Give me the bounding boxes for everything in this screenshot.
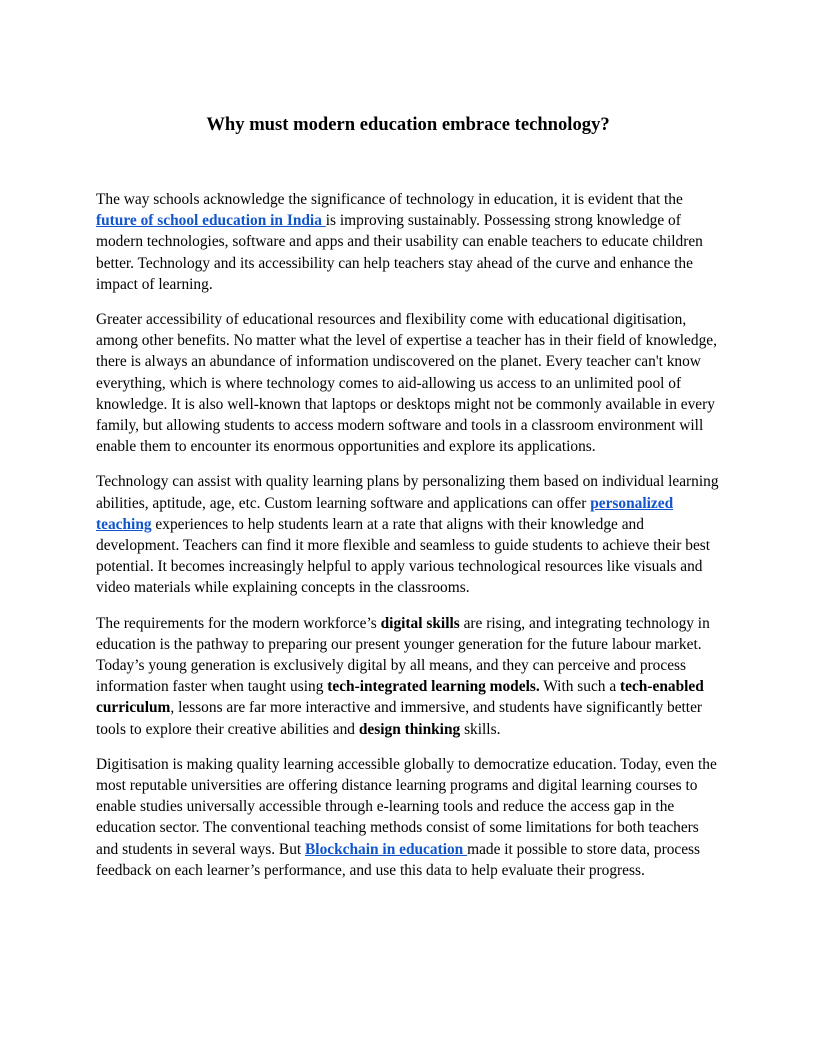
paragraph-3	[96, 471, 720, 598]
paragraph-4-text-4: , lessons are far more interactive and immersive, and students have significantly better tools to explore their creative abilities and	[96, 699, 703, 738]
link-blockchain-in-education[interactable]: Blockchain in education	[305, 840, 468, 858]
bold-tech-enabled-curriculum: tech-enabled curriculum	[96, 678, 704, 717]
link-future-of-school-education[interactable]: future of school education in India	[96, 212, 326, 230]
link-personalized-teaching[interactable]: personalized teaching	[96, 494, 674, 533]
paragraph-4-text-3: With such a	[539, 678, 621, 696]
paragraph-1-text-start: The way schools acknowledge the significance of technology in education, it is evident that the	[96, 191, 683, 208]
paragraph-3-text-end: experiences to help students learn at a rate that aligns with their knowledge and development. Teachers can find it more flexible and seamless to guide students to achieve their best potential. It becomes increasingly helpful to apply various technological resources like visuals and video materials while explaining concepts in the classrooms.	[96, 515, 711, 597]
paragraph-4-text-1: The requirements for the modern workforce’s	[96, 614, 381, 632]
bold-tech-integrated-models: tech-integrated learning models.	[327, 678, 540, 696]
bold-digital-skills: digital skills	[380, 614, 460, 632]
paragraph-5	[96, 754, 720, 881]
paragraph-4-text-5: skills.	[460, 720, 501, 738]
document-title: Why must modern education embrace technology?	[206, 114, 610, 135]
paragraph-5-text-start: Digitisation is making quality learning accessible globally to democratize education. Today, even the most reputable universities are offering distance learning programs and digital learning courses to enable studies universally accessible through e-learning tools and reduce the access gap in the education sector. The conventional teaching methods consist of some limitations for both teachers and students in several ways. But	[96, 755, 717, 858]
paragraph-1-text-end: is improving sustainably. Possessing strong knowledge of modern technologies, software and apps and their usability can enable teachers to educate children better. Technology and its accessibility can help teachers stay ahead of the curve and enhance the impact of learning.	[96, 212, 703, 293]
paragraph-2: Greater accessibility of educational resources and flexibility come with educational digitisation, among other benefits. No matter what the level of expertise a teacher has in their field of knowledge, there is always an abundance of information undiscovered on the planet. Every teacher can't know everything, which is where technology comes to aid-allowing us access to an unlimited pool of knowledge. It is also well-known that laptops or desktops might not be commonly available in every family, but allowing students to access modern software and tools in a classroom environment will enable them to encounter its enormous opportunities and explore its applications.	[96, 311, 717, 456]
paragraph-4	[96, 613, 720, 740]
document-body	[96, 189, 720, 895]
bold-design-thinking: design thinking	[358, 720, 461, 738]
paragraph-3-text-start: Technology can assist with quality learning plans by personalizing them based on individual learning abilities, aptitude, age, etc. Custom learning software and applications can offer	[96, 473, 719, 512]
paragraph-1	[96, 189, 720, 295]
paragraph-5-text-end: made it possible to store data, process feedback on each learner’s performance, and use this data to help evaluate their progress.	[96, 840, 701, 879]
paragraph-4-text-2: are rising, and integrating technology in education is the pathway to preparing our present younger generation for the future labour market. Today’s young generation is exclusively digital by all means, and they can perceive and process information faster when taught using	[96, 614, 710, 696]
